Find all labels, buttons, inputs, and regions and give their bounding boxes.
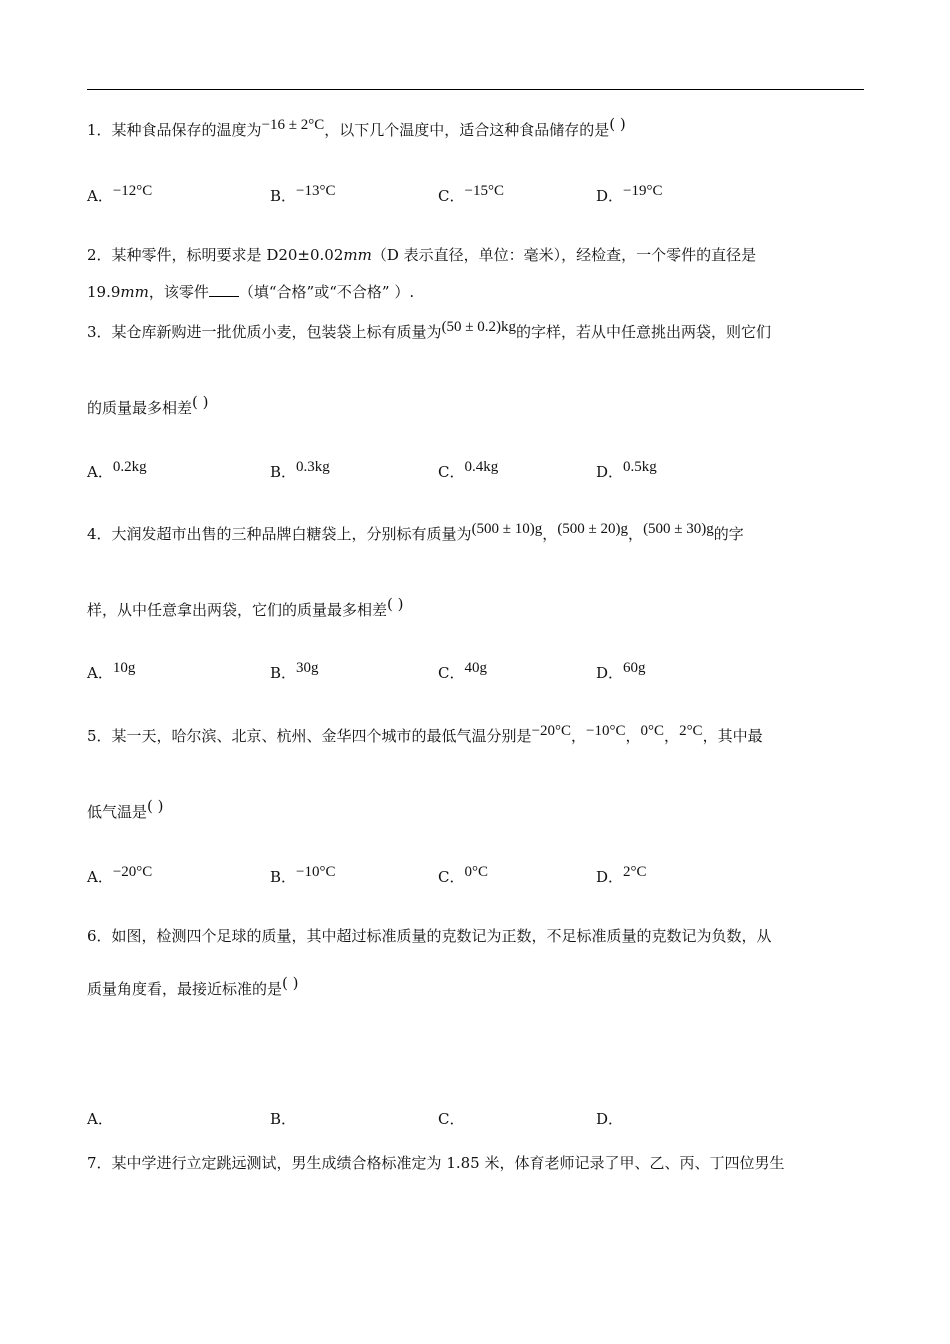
question-5-options xyxy=(87,866,864,890)
question-2-stem-line2: 19.9mm，该零件 （填“合格”或“不合格” ）. xyxy=(87,283,415,301)
question-3-options xyxy=(87,461,864,485)
question-4-stem-line1: 4．大润发超市出售的三种品牌白糖袋上，分别标有质量为(500 ± 10)g，(500 ± 20)g，(500 ± 30)g的字 xyxy=(87,521,744,543)
question-7-stem-line1: 7．某中学进行立定跳远测试，男生成绩合格标准定为 1.85 米，体育老师记录了甲、乙、丙、丁四位男生 xyxy=(87,1154,785,1172)
question-5-stem-line2: 低气温是( ) xyxy=(87,797,164,821)
option-b[interactable]: B． xyxy=(270,1110,297,1128)
question-6-stem-line1: 6．如图，检测四个足球的质量，其中超过标准质量的克数记为正数，不足标准质量的克数记为负数，从 xyxy=(87,927,772,945)
option-b[interactable]: B．−10°C xyxy=(270,864,336,886)
answer-blank[interactable] xyxy=(209,282,239,297)
option-d[interactable]: D．0.5kg xyxy=(596,459,657,481)
question-3-stem-line1: 3．某仓库新购进一批优质小麦，包装袋上标有质量为(50 ± 0.2)kg的字样，若从中任意挑出两袋，则它们 xyxy=(87,319,772,341)
option-d[interactable]: D． xyxy=(596,1110,624,1128)
question-5-stem-line1: 5．某一天，哈尔滨、北京、杭州、金华四个城市的最低气温分别是−20°C，−10°C，0°C，2°C，其中最 xyxy=(87,723,763,745)
header-rule xyxy=(87,89,864,90)
option-c[interactable]: C．−15°C xyxy=(438,183,504,205)
option-a[interactable]: A．−20°C xyxy=(87,864,153,886)
option-b[interactable]: B．−13°C xyxy=(270,183,336,205)
option-c[interactable]: C． xyxy=(438,1110,465,1128)
option-b[interactable]: B．30g xyxy=(270,660,319,682)
question-3-stem-line2: 的质量最多相差( ) xyxy=(87,393,209,417)
option-b[interactable]: B．0.3kg xyxy=(270,459,330,481)
option-d[interactable]: D．60g xyxy=(596,660,646,682)
question-1-options xyxy=(87,185,864,209)
question-2-stem-line1: 2．某种零件，标明要求是 D20±0.02mm（D 表示直径，单位：毫米），经检查，一个零件的直径是 xyxy=(87,246,757,264)
question-1-stem: 1．某种食品保存的温度为−16 ± 2°C，以下几个温度中，适合这种食品储存的是( ) xyxy=(87,115,626,139)
question-6-options xyxy=(87,1108,864,1132)
question-6-stem-line2: 质量角度看，最接近标准的是( ) xyxy=(87,974,299,998)
option-a[interactable]: A．0.2kg xyxy=(87,459,147,481)
question-4-options xyxy=(87,662,864,686)
question-4-stem-line2: 样，从中任意拿出两袋，它们的质量最多相差( ) xyxy=(87,595,404,619)
option-c[interactable]: C．0.4kg xyxy=(438,459,499,481)
option-c[interactable]: C．0°C xyxy=(438,864,488,886)
option-d[interactable]: D．2°C xyxy=(596,864,647,886)
option-a[interactable]: A．10g xyxy=(87,660,136,682)
option-a[interactable]: A．−12°C xyxy=(87,183,153,205)
option-a[interactable]: A． xyxy=(87,1110,113,1128)
option-c[interactable]: C．40g xyxy=(438,660,487,682)
option-d[interactable]: D．−19°C xyxy=(596,183,663,205)
